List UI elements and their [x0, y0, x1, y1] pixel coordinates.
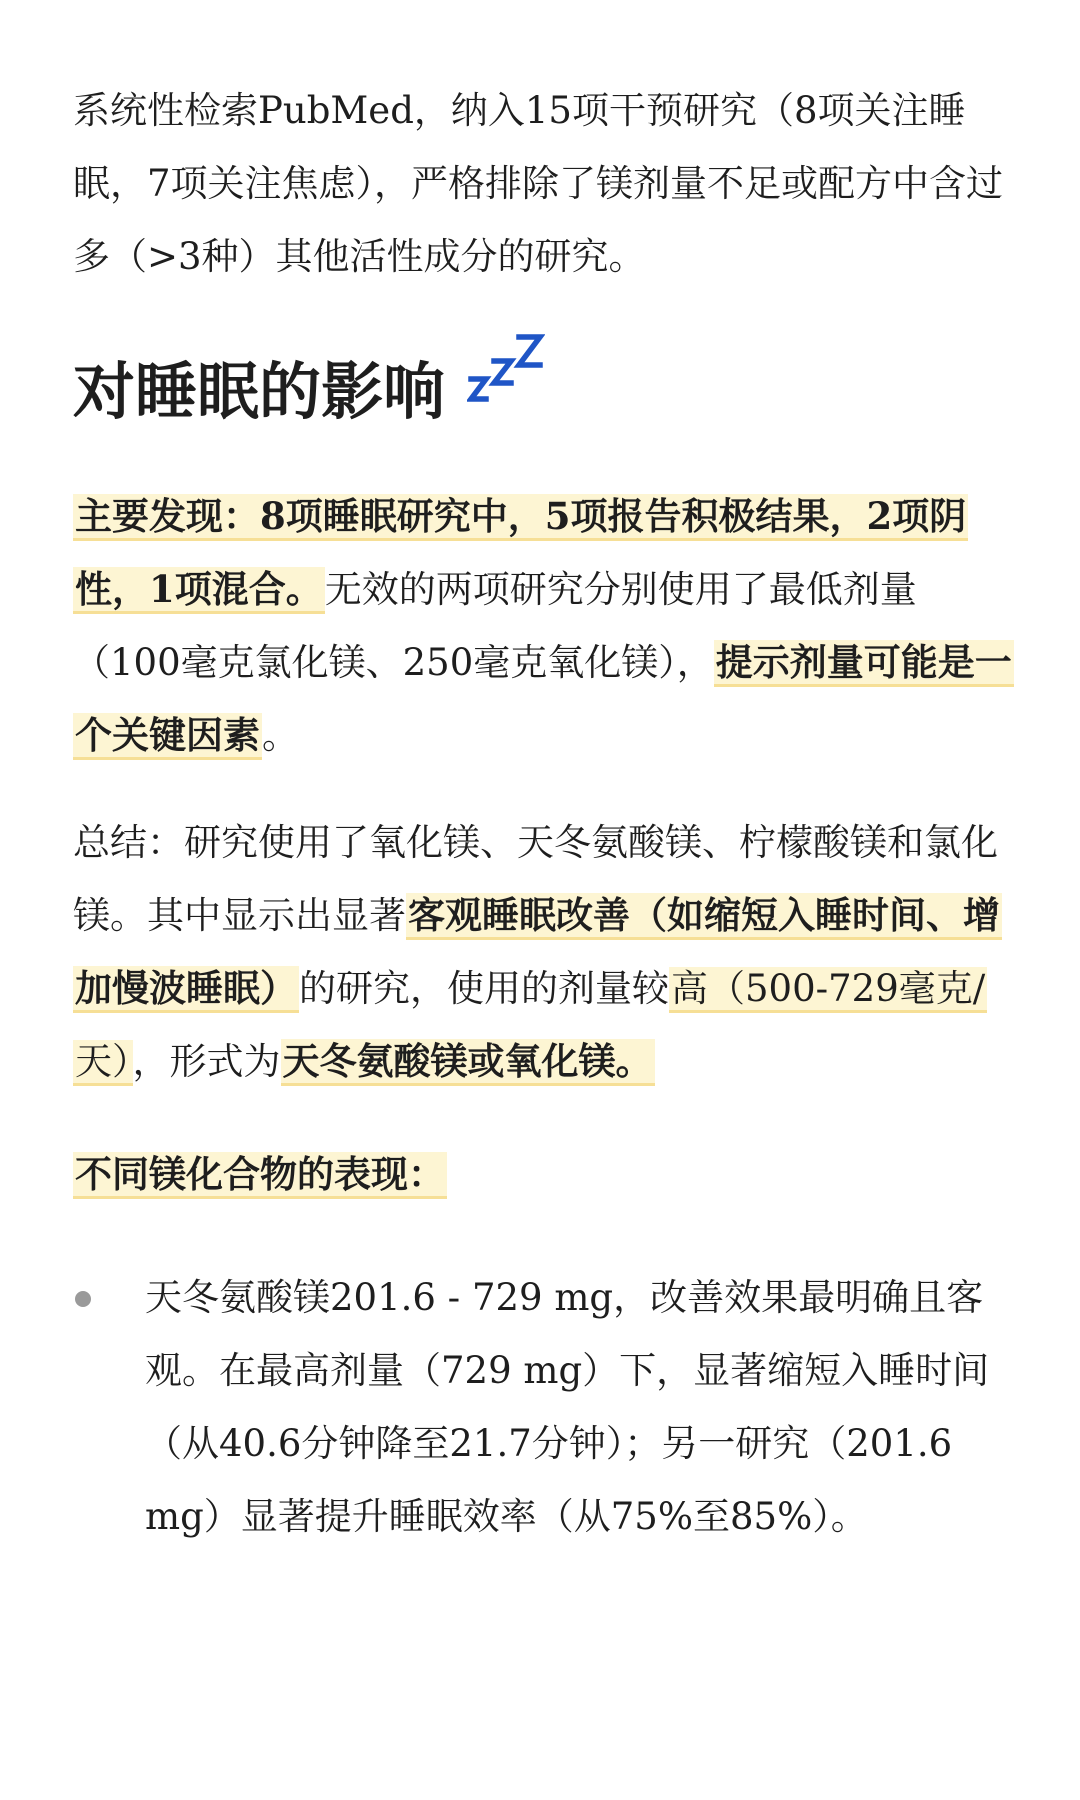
- findings-text: 无效的两项研究分别使用了最低剂量（100毫克氯化镁、250毫克氧化镁），: [73, 568, 917, 684]
- compounds-subheading-text: 不同镁化合物的表现：: [73, 1152, 447, 1199]
- bullet-dot-icon: [75, 1291, 91, 1307]
- section-heading-text: 对睡眠的影响: [73, 355, 446, 428]
- summary-text-1: 总结：研究使用了氧化镁、天冬氨酸镁、柠檬酸镁和氯化镁。其中显示出显著: [73, 821, 998, 937]
- list-item-text: 天冬氨酸镁201.6 - 729 mg，改善效果最明确且客观。在最高剂量（729 mg）下，显著缩短入睡时间（从40.6分钟降至21.7分钟）；另一研究（201.6 mg）显著提升睡眠效率（从75%至85%）。: [145, 1276, 990, 1538]
- intro-paragraph: 系统性检索PubMed，纳入15项干预研究（8项关注睡眠，7项关注焦虑），严格排除了镁剂量不足或配方中含过多（>3种）其他活性成分的研究。: [73, 89, 1004, 278]
- compound-list: [73, 1261, 1013, 1553]
- compounds-subheading: [73, 1138, 1013, 1211]
- objective-improvement-highlight: 客观睡眠改善（如缩短入睡时间、增加慢波睡眠）: [73, 893, 1002, 1013]
- dose-key-highlight: 提示剂量可能是一个关键因素: [73, 640, 1014, 760]
- findings-paragraph: [73, 480, 1013, 772]
- summary-paragraph: [73, 806, 1013, 1098]
- compound-form-highlight: 天冬氨酸镁或氧化镁。: [281, 1039, 655, 1086]
- summary-text-2: 的研究，使用的剂量较: [299, 967, 669, 1010]
- findings-highlight: 主要发现：8项睡眠研究中，5项报告积极结果，2项阴性，1项混合。: [73, 494, 968, 614]
- summary-text-3: ，形式为: [132, 1040, 281, 1083]
- findings-end: 。: [262, 714, 299, 757]
- section-heading: [73, 327, 1013, 432]
- high-dose-highlight: 高（500-729毫克/天）: [73, 967, 987, 1086]
- zzz-sleep-icon: [467, 327, 545, 426]
- list-item: [73, 1261, 1013, 1553]
- article-body: [73, 74, 1013, 1553]
